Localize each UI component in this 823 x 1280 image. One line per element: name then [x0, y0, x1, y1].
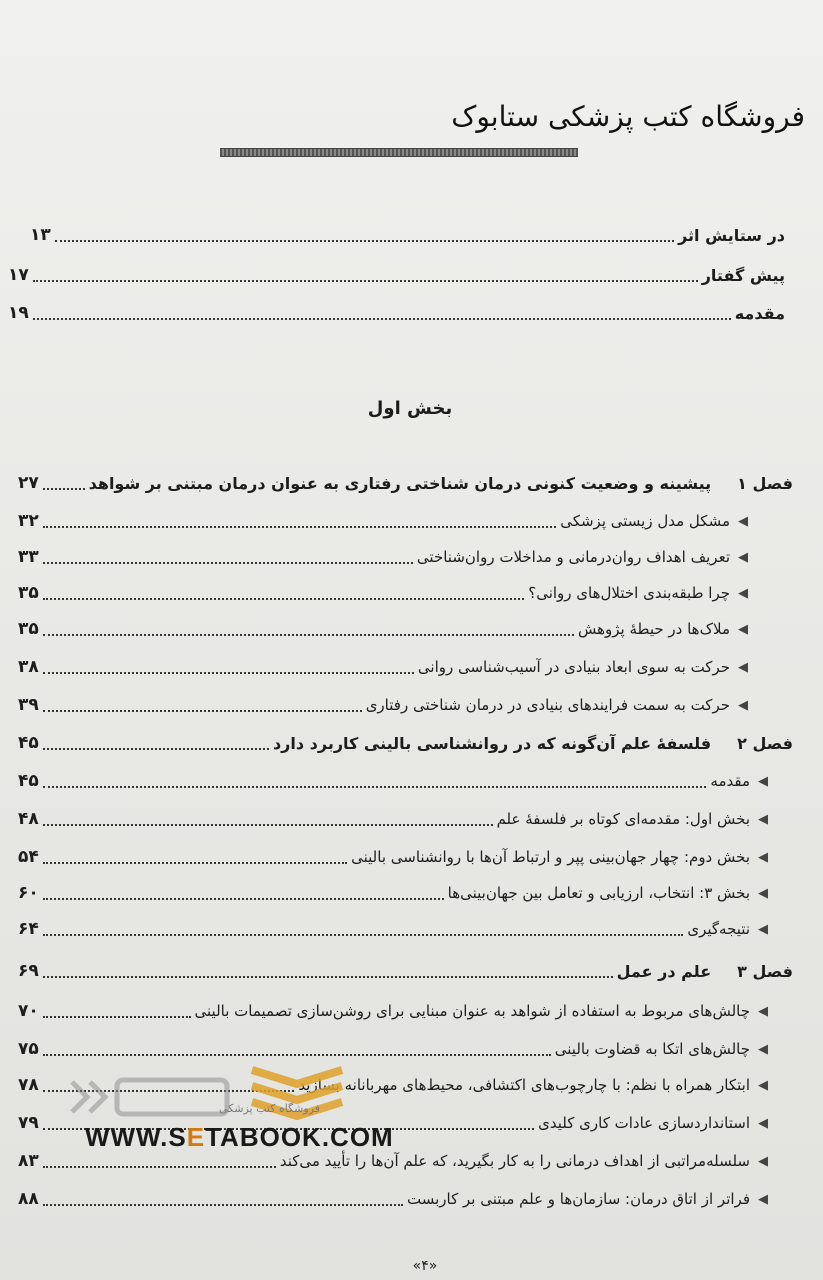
- watermark-url-suffix: TABOOK.COM: [205, 1122, 394, 1152]
- dot-leader: [43, 598, 524, 600]
- dot-leader: [43, 934, 684, 936]
- toc-page-number: ۷۹: [18, 1113, 39, 1133]
- toc-entry-title: مقدمه: [734, 303, 785, 323]
- dot-leader: [43, 824, 493, 826]
- toc-entry-title: بخش اول: مقدمه‌ای کوتاه بر فلسفهٔ علم: [496, 810, 750, 828]
- bullet-icon: ◀: [758, 1077, 768, 1093]
- dot-leader: [43, 748, 269, 750]
- chapter-title: علم در عمل: [616, 961, 712, 981]
- toc-page-number: ۴۵: [18, 771, 39, 791]
- toc-entry-title: حرکت به سمت فرایندهای بنیادی در درمان شناختی رفتاری: [365, 696, 730, 714]
- chapter-label: فصل ۱: [737, 473, 793, 493]
- toc-row: [18, 506, 748, 536]
- toc-entry-title: چرا طبقه‌بندی اختلال‌های روانی؟: [528, 584, 730, 602]
- dot-leader: [43, 786, 707, 788]
- toc-page-number: ۱۷: [8, 265, 29, 285]
- toc-entry-title: مقدمه: [710, 772, 750, 790]
- toc-row: [18, 690, 748, 720]
- watermark-tagline: فروشگاه کتب پزشکی: [219, 1102, 320, 1115]
- toc-entry-title: ابتکار همراه با نظم: با چارچوب‌های اکتشافی، محیط‌های مهربانانه بسازید: [298, 1076, 750, 1094]
- dot-leader: [43, 488, 85, 490]
- bullet-icon: ◀: [758, 773, 768, 789]
- toc-entry-title: ملاک‌ها در حیطهٔ پژوهش: [578, 620, 730, 638]
- toc-row: [8, 260, 785, 290]
- toc-entry-title: بخش دوم: چهار جهان‌بینی پپر و ارتباط آن‌ها با روانشناسی بالینی: [351, 848, 750, 866]
- bullet-icon: ◀: [738, 659, 748, 675]
- toc-page-number: ۳۵: [18, 619, 39, 639]
- toc-row: [18, 842, 768, 872]
- page-number: «۴»: [412, 1258, 438, 1274]
- toc-entry-title: مشکل مدل زیستی پزشکی: [560, 512, 730, 530]
- toc-page-number: ۳۲: [18, 511, 39, 531]
- toc-row: [8, 298, 785, 328]
- bullet-icon: ◀: [738, 549, 748, 565]
- dot-leader: [43, 634, 574, 636]
- bullet-icon: ◀: [758, 849, 768, 865]
- toc-page-number: ۳۳: [18, 547, 39, 567]
- chapter-row: [18, 468, 793, 498]
- toc-page-number: ۱۹: [8, 303, 29, 323]
- toc-row: [18, 614, 748, 644]
- toc-page-number: ۶۴: [18, 919, 39, 939]
- toc-row: [18, 652, 748, 682]
- bullet-icon: ◀: [758, 1191, 768, 1207]
- toc-page-number: ۶۰: [18, 883, 39, 903]
- header-rule: [220, 148, 578, 157]
- toc-entry-title: فراتر از اتاق درمان: سازمان‌ها و علم مبتنی بر کاربست: [407, 1190, 750, 1208]
- bullet-icon: ◀: [758, 1041, 768, 1057]
- bullet-icon: ◀: [758, 811, 768, 827]
- toc-entry-title: سلسله‌مراتبی از اهداف درمانی را به کار بگیرید، که علم آن‌ها را تأیید می‌کند: [279, 1152, 750, 1170]
- toc-entry-title: چالش‌های مربوط به استفاده از شواهد به عنوان مبنایی برای روشن‌سازی تصمیمات بالینی: [194, 1002, 750, 1020]
- dot-leader: [43, 862, 347, 864]
- section-heading: بخش اول: [367, 398, 453, 419]
- toc-page-number: ۳۸: [18, 657, 39, 677]
- bullet-icon: ◀: [758, 1003, 768, 1019]
- toc-page-number: ۴۸: [18, 809, 39, 829]
- bullet-icon: ◀: [738, 697, 748, 713]
- chapter-row: [18, 956, 793, 986]
- dot-leader: [43, 1204, 403, 1206]
- toc-page-number: ۸۳: [18, 1151, 39, 1171]
- bullet-icon: ◀: [738, 585, 748, 601]
- toc-page-number: ۳۹: [18, 695, 39, 715]
- bullet-icon: ◀: [758, 921, 768, 937]
- dot-leader: [43, 976, 613, 978]
- dot-leader: [33, 318, 731, 320]
- bullet-icon: ◀: [758, 1153, 768, 1169]
- toc-entry-title: در ستایش اثر: [678, 225, 785, 245]
- toc-page-number: ۲۷: [18, 473, 39, 493]
- watermark-url-accent: E: [186, 1122, 206, 1152]
- dot-leader: [55, 240, 674, 242]
- toc-row: [18, 996, 768, 1026]
- watermark-url-prefix: WWW.S: [85, 1122, 187, 1152]
- dot-leader: [43, 672, 414, 674]
- bullet-icon: ◀: [738, 621, 748, 637]
- toc-page-number: ۶۹: [18, 961, 39, 981]
- toc-page-number: ۷۸: [18, 1075, 39, 1095]
- toc-page-number: ۵۴: [18, 847, 39, 867]
- toc-page-number: ۱۳: [30, 225, 51, 245]
- toc-entry-title: استانداردسازی عادات کاری کلیدی: [538, 1114, 750, 1132]
- bullet-icon: ◀: [758, 1115, 768, 1131]
- chapter-row: [18, 728, 793, 758]
- dot-leader: [43, 562, 413, 564]
- dot-leader: [43, 526, 556, 528]
- bullet-icon: ◀: [758, 885, 768, 901]
- toc-row: [18, 878, 768, 908]
- bullet-icon: ◀: [738, 513, 748, 529]
- toc-row: [18, 914, 768, 944]
- dot-leader: [33, 280, 698, 282]
- dot-leader: [43, 710, 362, 712]
- dot-leader: [43, 1016, 191, 1018]
- toc-row: [18, 804, 768, 834]
- toc-entry-title: چالش‌های اتکا به قضاوت بالینی: [554, 1040, 750, 1058]
- chapter-title: پیشینه و وضعیت کنونی درمان شناختی رفتاری به عنوان درمان مبتنی بر شواهد: [88, 473, 712, 493]
- toc-entry-title: نتیجه‌گیری: [687, 920, 750, 938]
- toc-entry-title: حرکت به سوی ابعاد بنیادی در آسیب‌شناسی روانی: [417, 658, 730, 676]
- toc-page-number: ۸۸: [18, 1189, 39, 1209]
- toc-row: [30, 220, 785, 250]
- chapter-label: فصل ۳: [737, 961, 793, 981]
- toc-row: [18, 1184, 768, 1214]
- toc-entry-title: تعریف اهداف روان‌درمانی و مداخلات روان‌شناختی: [416, 548, 730, 566]
- toc-row: [18, 578, 748, 608]
- toc-page-number: ۳۵: [18, 583, 39, 603]
- dot-leader: [43, 898, 444, 900]
- toc-page-number: ۴۵: [18, 733, 39, 753]
- toc-page-number: ۷۰: [18, 1001, 39, 1021]
- chapter-label: فصل ۲: [737, 733, 793, 753]
- toc-entry-title: بخش ۳: انتخاب، ارزیابی و تعامل بین جهان‌بینی‌ها: [447, 884, 750, 902]
- toc-row: [18, 766, 768, 796]
- store-banner: فروشگاه کتب پزشکی ستابوک: [451, 100, 805, 133]
- toc-row: [18, 542, 748, 572]
- watermark-url: [85, 1122, 394, 1153]
- toc-page-number: ۷۵: [18, 1039, 39, 1059]
- toc-entry-title: پیش گفتار: [701, 265, 785, 285]
- chapter-title: فلسفهٔ علم آن‌گونه که در روانشناسی بالینی کاربرد دارد: [272, 733, 712, 753]
